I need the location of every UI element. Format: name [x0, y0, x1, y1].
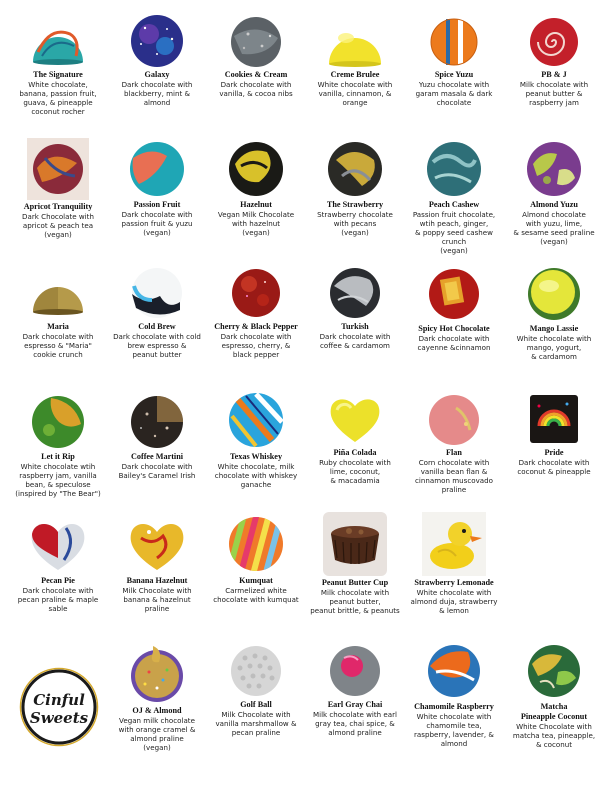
item-description: Dark chocolate with vanilla, & cocoa nibs — [219, 80, 293, 98]
item-description: Milk Chocolate with vanilla marshmallow & pecan praline — [215, 710, 297, 737]
item-name: Let it Rip — [41, 452, 75, 461]
item-description: White chocolate, milk chocolate with whiskey ganache — [214, 462, 298, 489]
item-name: Cherry & Black Pepper — [214, 322, 298, 331]
item-description: Strawberry chocolate with pecans (vegan) — [317, 210, 393, 237]
item-name: PB & J — [541, 70, 567, 79]
item-name: Chamomile Raspberry — [414, 702, 494, 711]
svg-text:Sweets: Sweets — [29, 709, 89, 727]
bonbon-golf-ball-icon — [227, 644, 285, 698]
item-description: Dark chocolate with pecan praline & maple sable — [17, 586, 99, 613]
item-description: Milk chocolate with peanut butter & raspberry jam — [519, 80, 589, 107]
bonbon-blue-striped-icon — [226, 390, 286, 450]
item-name: The Signature — [33, 70, 83, 79]
item-name: Galaxy — [144, 70, 170, 79]
menu-item — [106, 266, 208, 359]
bonbon-yellow-green-icon — [525, 266, 583, 322]
item-name: Golf Ball — [240, 700, 272, 709]
menu-item — [503, 140, 605, 246]
item-name: Almond Yuzu — [530, 200, 578, 209]
item-name: Cookies & Cream — [224, 70, 288, 79]
rubber-duck-icon — [422, 512, 486, 576]
bonbon-gold-sprinkle-icon — [127, 642, 187, 704]
menu-item — [503, 266, 605, 361]
bonbon-orange-stripe-icon — [428, 16, 480, 68]
menu-item — [106, 140, 208, 237]
menu-item — [205, 266, 307, 359]
bonbon-black-gold-icon — [227, 140, 285, 198]
item-description: Dark chocolate with Bailey's Caramel Irish — [118, 462, 196, 480]
menu-item — [7, 16, 109, 116]
bonbon-dark-speckled-icon — [127, 394, 187, 450]
bonbon-teal-swirl-icon — [30, 16, 86, 68]
menu-item — [7, 266, 109, 359]
item-description: White Chocolate with matcha tea, pineapple, & coconut — [512, 722, 596, 749]
menu-item — [7, 518, 109, 613]
menu-item — [503, 642, 605, 749]
menu-item — [403, 140, 505, 255]
item-description: Milk chocolate with earl gray tea, chai spice, & almond praline — [312, 710, 398, 737]
bonbon-marbled-red-icon — [27, 138, 89, 200]
menu-item — [106, 518, 208, 613]
bonbon-green-marble-icon — [524, 642, 584, 700]
item-description: White chocolate with almond duja, strawberry & lemon — [410, 588, 498, 615]
item-name: Hazelnut — [240, 200, 272, 209]
menu-item — [304, 394, 406, 485]
menu-item — [403, 16, 505, 107]
bonbon-purple-green-icon — [523, 140, 585, 198]
bonbon-yellow-icon — [326, 16, 384, 68]
square-rainbow-icon — [527, 392, 581, 446]
menu-item — [304, 512, 406, 615]
bonbon-pink-gold-icon — [426, 394, 482, 446]
menu-item — [106, 394, 208, 480]
item-description: White chocolate with vanilla, cinnamon, & orange — [317, 80, 393, 107]
item-name: OJ & Almond — [132, 706, 182, 715]
item-description: Dark chocolate with blackberry, mint & almond — [121, 80, 193, 107]
bonbon-galaxy-icon — [127, 14, 187, 68]
item-name: Creme Brulee — [330, 70, 380, 79]
item-description: Dark Chocolate with apricot & peach tea (vegan) — [22, 212, 94, 239]
bonbon-green-gold-icon — [29, 394, 87, 450]
item-name: Kumquat — [239, 576, 273, 585]
item-description: Dark chocolate with cayenne &cinnamon — [417, 334, 491, 352]
item-name: Flan — [446, 448, 462, 457]
heart-yellow-icon — [327, 394, 383, 446]
bonbon-blue-orange-icon — [424, 642, 484, 700]
item-description: Yuzu chocolate with garam masala & dark chocolate — [415, 80, 493, 107]
heart-red-white-icon — [28, 518, 88, 574]
item-description: Vegan Milk Chocolate with hazelnut (vegan) — [217, 210, 295, 237]
menu-item — [403, 642, 505, 748]
bonbon-teal-marble-icon — [425, 140, 483, 198]
item-name: Cold Brew — [138, 322, 176, 331]
item-description: Corn chocolate with vanilla bean flan & cinnamon muscovado praline — [415, 458, 493, 494]
item-name: Pride — [544, 448, 564, 457]
menu-item — [403, 394, 505, 494]
item-description: Vegan milk chocolate with orange cramel & almond praline (vegan) — [118, 716, 196, 752]
menu-item — [205, 16, 307, 98]
item-description: Ruby chocolate with lime, coconut, & macadamia — [319, 458, 391, 485]
item-name: Peach Cashew — [428, 200, 480, 209]
bonbon-gray-pink-icon — [326, 644, 384, 698]
item-name: Mango Lassie — [529, 324, 579, 333]
menu-item — [304, 644, 406, 737]
menu-item — [503, 392, 605, 476]
item-description: Milk Chocolate with banana & hazelnut praline — [122, 586, 192, 613]
item-name: Spicy Hot Chocolate — [418, 324, 490, 333]
menu-item — [205, 514, 307, 604]
item-description: White chocolate wtih raspberry jam, vanilla bean, & speculose (inspired by "The Bear") — [15, 462, 101, 498]
item-name: Strawberry Lemonade — [414, 578, 494, 587]
menu-item — [205, 390, 307, 489]
menu-item — [106, 14, 208, 107]
item-name: Earl Gray Chai — [327, 700, 383, 709]
bonbon-white-blue-icon — [128, 266, 186, 320]
menu-item — [7, 138, 109, 239]
item-name: Texas Whiskey — [229, 452, 283, 461]
item-description: Passion fruit chocolate, wtih peach, ginger, & poppy seed cashew crunch (vegan) — [412, 210, 496, 255]
menu-item — [503, 16, 605, 107]
item-name: Passion Fruit — [133, 200, 181, 209]
item-name: Maria — [47, 322, 69, 331]
menu-item — [205, 644, 307, 737]
bonbon-red-sparkle-icon — [229, 266, 283, 320]
bonbon-red-spiral-icon — [527, 16, 581, 68]
cup-chocolate-icon — [323, 512, 387, 576]
item-description: Dark chocolate with espresso, cherry, & black pepper — [220, 332, 292, 359]
menu-item — [403, 266, 505, 352]
bonbon-silver-black-icon — [326, 266, 384, 320]
item-name: Matcha Pineapple Coconut — [520, 702, 588, 721]
item-name: The Strawberry — [326, 200, 384, 209]
bonbon-striped-rainbow-icon — [226, 514, 286, 574]
item-name: Piña Colada — [333, 448, 377, 457]
item-description: Carmelized white chocolate with kumquat — [213, 586, 299, 604]
menu-item — [106, 642, 208, 752]
item-name: Banana Hazelnut — [126, 576, 188, 585]
item-name: Peanut Butter Cup — [321, 578, 389, 587]
bonbon-red-gold-square-icon — [426, 266, 482, 322]
bonbon-coral-teal-icon — [127, 140, 187, 198]
item-description: Almond chocolate with yuzu, lime, & sesame seed praline (vegan) — [513, 210, 595, 246]
item-description: Milk chocolate with peanut butter, peanut brittle, & peanuts — [310, 588, 400, 615]
menu-item — [304, 140, 406, 237]
item-description: Dark chocolate with cold brew espresso & peanut butter — [113, 332, 201, 359]
item-description: Dark chocolate with espresso & "Maria" cookie crunch — [22, 332, 94, 359]
heart-yellow-red-icon — [127, 518, 187, 574]
item-description: White chocolate with chamomile tea, raspberry, lavender, & almond — [414, 712, 494, 748]
menu-item — [403, 512, 505, 615]
item-description: White chocolate, banana, passion fruit, guava, & pineapple coconut rocher — [19, 80, 97, 116]
svg-text:Cinful: Cinful — [33, 691, 85, 709]
item-name: Apricot Tranquility — [23, 202, 93, 211]
item-name: Coffee Martini — [130, 452, 184, 461]
item-description: Dark chocolate with passion fruit & yuzu (vegan) — [121, 210, 193, 237]
item-description: Dark chocolate with coconut & pineapple — [517, 458, 591, 476]
menu-item — [7, 394, 109, 498]
item-description: White chocolate with mango, yogurt, & cardamom — [516, 334, 592, 361]
menu-item — [304, 266, 406, 350]
item-description: Dark chocolate with coffee & cardamom — [319, 332, 391, 350]
item-name: Pecan Pie — [41, 576, 75, 585]
bonbon-gold-icon — [30, 266, 86, 320]
menu-item — [205, 140, 307, 237]
item-name: Turkish — [341, 322, 369, 331]
brand-logo — [19, 667, 99, 747]
item-name: Spice Yuzu — [434, 70, 474, 79]
bonbon-gold-black-icon — [326, 140, 384, 198]
menu-item — [304, 16, 406, 107]
bonbon-gray-speckled-icon — [228, 16, 284, 68]
